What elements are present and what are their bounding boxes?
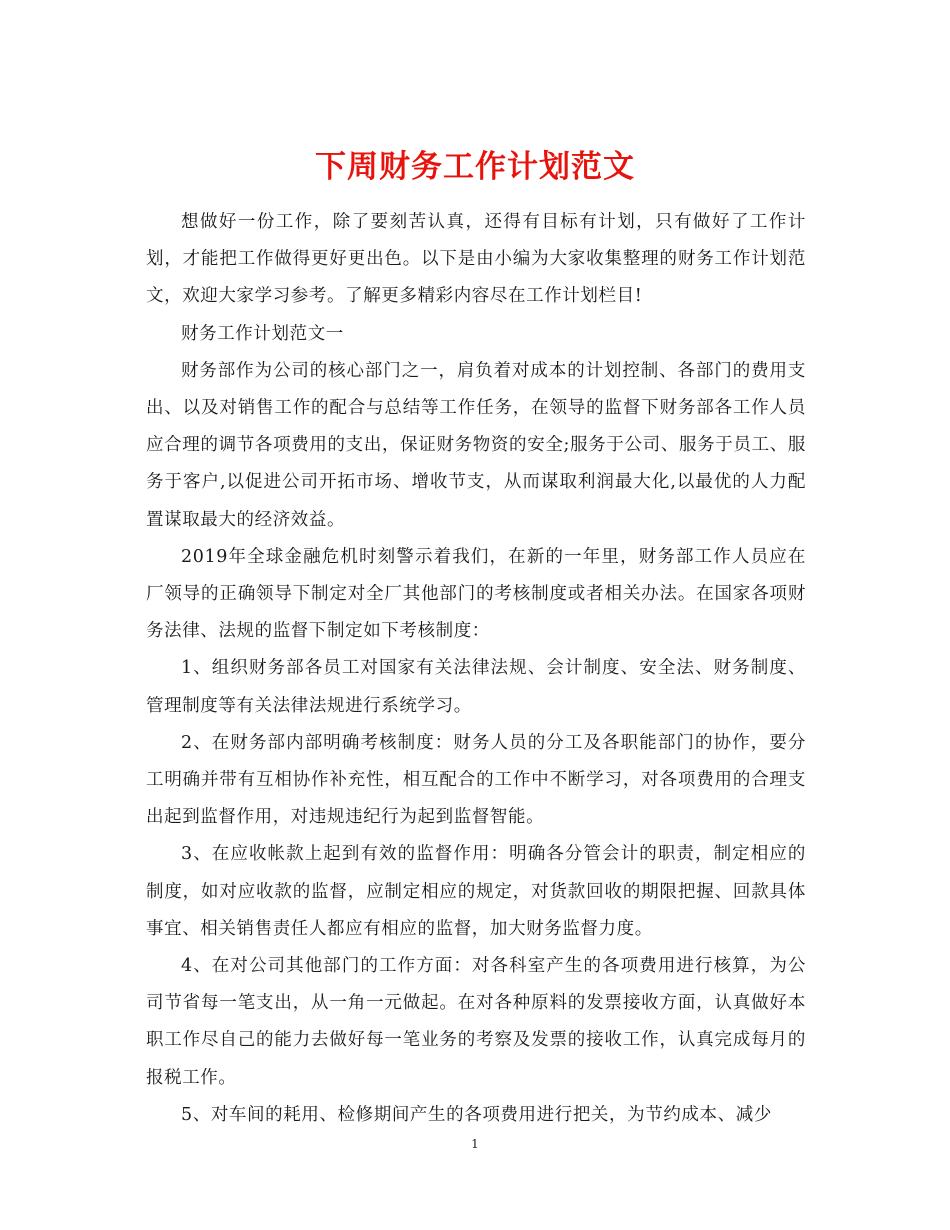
page-number: 1 [471, 1137, 479, 1151]
list-item: 2、在财务部内部明确考核制度：财务人员的分工及各职能部门的协作，要分工明确并带有互相协作补充性，相互配合的工作中不断学习，对各项费用的合理支出起到监督作用，对违规违纪行为起到监督智能。 [146, 732, 806, 828]
document-title: 下周财务工作计划范文 [315, 148, 635, 185]
document-body [146, 204, 806, 1134]
list-item: 1、组织财务部各员工对国家有关法律法规、会计制度、安全法、财务制度、管理制度等有关法律法规进行系统学习。 [146, 658, 806, 716]
list-item: 5、对车间的耗用、检修期间产生的各项费用进行把关，为节约成本、减少 [181, 1104, 772, 1125]
paragraph: 财务部作为公司的核心部门之一，肩负着对成本的计划控制、各部门的费用支出、以及对销售工作的配合与总结等工作任务，在领导的监督下财务部各工作人员应合理的调节各项费用的支出，保证财务物资的安全;服务于公司、服务于员工、服务于客户,以促进公司开拓市场、增收节支，从而谋取利润最大化,以最优的人力配置谋取最大的经济效益。 [146, 360, 806, 530]
paragraph-intro: 想做好一份工作，除了要刻苦认真，还得有目标有计划，只有做好了工作计划，才能把工作做得更好更出色。以下是由小编为大家收集整理的财务工作计划范文，欢迎大家学习参考。了解更多精彩内容尽在工作计划栏目! [146, 212, 806, 307]
paragraph: 2019年全球金融危机时刻警示着我们，在新的一年里，财务部工作人员应在厂领导的正确领导下制定对全厂其他部门的考核制度或者相关办法。在国家各项财务法律、法规的监督下制定如下考核制度： [146, 546, 806, 642]
section-heading: 财务工作计划范文一 [181, 323, 344, 344]
list-item: 4、在对公司其他部门的工作方面：对各科室产生的各项费用进行核算，为公司节省每一笔支出，从一角一元做起。在对各种原料的发票接收方面，认真做好本职工作尽自己的能力去做好每一笔业务的考察及发票的接收工作，认真完成每月的报税工作。 [146, 956, 806, 1088]
list-item: 3、在应收帐款上起到有效的监督作用：明确各分管会计的职责，制定相应的制度，如对应收款的监督，应制定相应的规定，对货款回收的期限把握、回款具体事宜、相关销售责任人都应有相应的监督，加大财务监督力度。 [146, 844, 806, 939]
